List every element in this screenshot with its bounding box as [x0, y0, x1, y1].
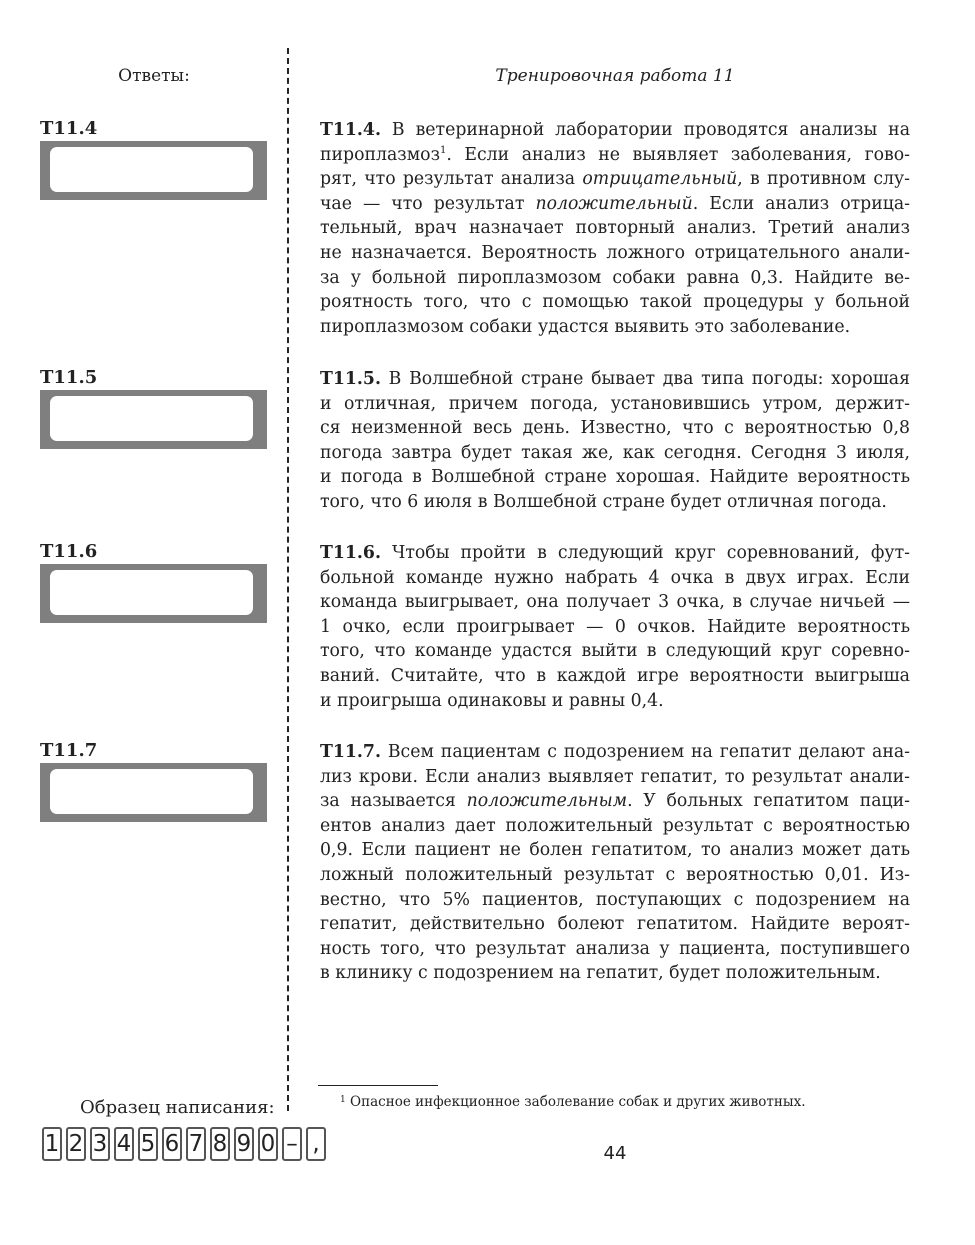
sample-digit: 2: [66, 1127, 86, 1161]
sample-digits: [42, 1127, 330, 1161]
sample-digit: 9: [234, 1127, 254, 1161]
answer-field-t11-4[interactable]: [50, 147, 253, 192]
problem-number: T11.7.: [320, 742, 381, 762]
sample-label: Образец написания:: [80, 1097, 275, 1118]
problem-number: T11.5.: [320, 369, 381, 389]
answer-label-t11-5: T11.5: [40, 367, 98, 388]
sample-digit: 7: [186, 1127, 206, 1161]
work-title: Тренировочная работа 11: [495, 66, 735, 86]
answer-label-t11-6: T11.6: [40, 541, 98, 562]
page-number: 44: [603, 1143, 627, 1164]
sample-digit: 1: [42, 1127, 62, 1161]
footnote-rule: [318, 1085, 438, 1086]
answers-header: Ответы:: [118, 66, 190, 86]
answer-box-t11-7: [40, 763, 267, 822]
sample-digit: 3: [90, 1127, 110, 1161]
sample-digit: –: [282, 1127, 302, 1161]
answer-label-t11-4: T11.4: [40, 118, 98, 139]
sample-digit: 0: [258, 1127, 278, 1161]
answer-box-t11-4: [40, 141, 267, 200]
sample-digit: 4: [114, 1127, 134, 1161]
sample-digit: ,: [306, 1127, 326, 1161]
answer-field-t11-5[interactable]: [50, 396, 253, 441]
answer-box-t11-5: [40, 390, 267, 449]
dashed-divider: [287, 48, 289, 1111]
sample-digit: 6: [162, 1127, 182, 1161]
answer-label-t11-7: T11.7: [40, 740, 98, 761]
problem-number: T11.6.: [320, 543, 381, 563]
answer-field-t11-7[interactable]: [50, 769, 253, 814]
problem-t11-5: T11.5. В Волшебной стране бывает два типа погоды: хорошая и отличная, причем погода, установившись утром, держит- ся неизменной весь день. Известно, что с вероятностью 0,8 погода завтра будет такая же, как сегодня. Сегодня 3 июля, и погода в Волшебной стране хорошая. Найдите вероятность того, что 6 июля в Волшебной стране будет отличная погода.: [320, 369, 910, 512]
problem-number: T11.4.: [320, 120, 381, 140]
sample-digit: 8: [210, 1127, 230, 1161]
answer-field-t11-6[interactable]: [50, 570, 253, 615]
problem-t11-6: T11.6. Чтобы пройти в следующий круг соревнований, фут- больной команде нужно набрать 4 очка в двух играх. Если команда выигрывает, она получает 3 очка, в случае ничьей — 1 очко, если проигрывает — 0 очков. Найдите вероятность того, что команде удастся выйти в следующий круг соревно- ваний. Считайте, что в каждой игре вероятности выигрыша и проигрыша одинаковы и равны 0,4.: [320, 543, 910, 711]
problem-t11-4: T11.4. В ветеринарной лаборатории проводятся анализы на пироплазмоз$^1$. Если анализ не выявляет заболевания, гово- рят, что результат анализа отрицательный, в противном слу- чае — что результат положительный. Если анализ отрица- тельный, врач назначает повторный анализ. Третий анализ не назначается. Вероятность ложного отрицательного анали- за у больной пироплазмозом собаки равна 0,3. Найдите ве- роятность того, что с помощью такой процедуры у больной пироплазмозом собаки удастся выявить это заболевание.: [320, 120, 910, 337]
footnote-ref: 1: [440, 144, 447, 156]
footnote: $^1$ Опасное инфекционное заболевание собак и других животных.: [340, 1094, 806, 1110]
answer-box-t11-6: [40, 564, 267, 623]
problem-t11-7: T11.7. Всем пациентам с подозрением на гепатит делают ана- лиз крови. Если анализ выявляет гепатит, то результат анали- за называется положительным. У больных гепатитом паци- ентов анализ дает положительный результат с вероятностью 0,9. Если пациент не болен гепатитом, то анализ может дать ложный положительный результат с вероятностью 0,01. Из- вестно, что 5% пациентов, поступающих с подозрением на гепатит, действительно болеют гепатитом. Найдите вероят- ность того, что результат анализа у пациента, поступившего в клинику с подозрением на гепатит, будет положительным.: [320, 742, 911, 984]
sample-digit: 5: [138, 1127, 158, 1161]
